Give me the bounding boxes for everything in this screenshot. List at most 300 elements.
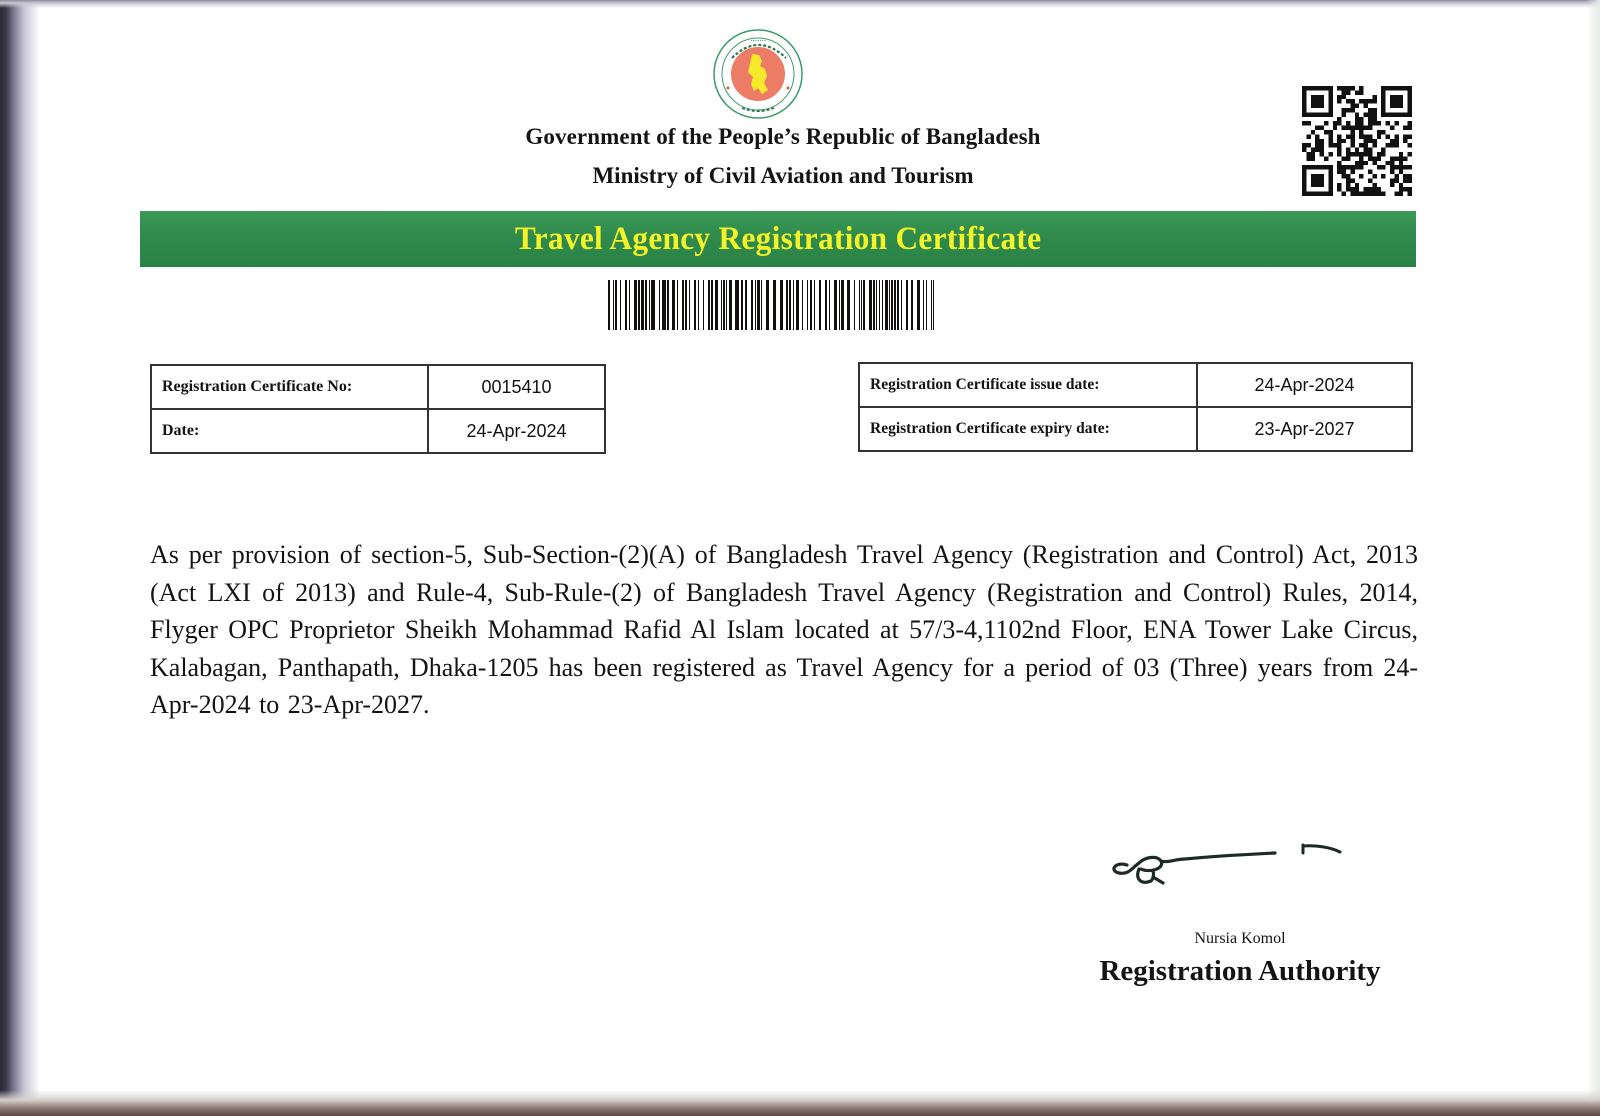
qr-module [1350, 187, 1354, 191]
qr-module [1359, 121, 1363, 125]
qr-module [1372, 192, 1376, 196]
qr-module [1355, 183, 1359, 187]
qr-module [1342, 174, 1346, 178]
qr-module [1408, 121, 1412, 125]
qr-module [1408, 152, 1412, 156]
qr-module [1337, 139, 1341, 143]
qr-module [1333, 121, 1337, 125]
qr-module [1368, 156, 1372, 160]
qr-module [1368, 192, 1372, 196]
qr-module [1306, 134, 1310, 138]
qr-module [1320, 143, 1324, 147]
qr-module [1408, 134, 1412, 138]
barcode-bar [698, 280, 699, 330]
barcode-bar [726, 280, 727, 330]
qr-module [1394, 139, 1398, 143]
barcode-bar [834, 280, 837, 330]
qr-module [1394, 174, 1398, 178]
qr-module [1350, 192, 1354, 196]
date-value: 24-Apr-2024 [428, 409, 605, 453]
qr-module [1381, 130, 1385, 134]
barcode-bar [721, 280, 722, 330]
qr-module [1381, 152, 1385, 156]
qr-module [1368, 139, 1372, 143]
barcode-bar [876, 280, 877, 330]
barcode-bar [796, 280, 799, 330]
qr-module [1390, 156, 1394, 160]
barcode-bar [894, 280, 896, 330]
qr-module [1403, 126, 1407, 130]
qr-module [1372, 108, 1376, 112]
qr-module [1399, 192, 1403, 196]
qr-module [1342, 139, 1346, 143]
qr-module [1372, 143, 1376, 147]
barcode-bar [854, 280, 855, 330]
barcode-bar [825, 280, 827, 330]
barcode-bar [802, 280, 803, 330]
barcode-bar [923, 280, 924, 330]
qr-module [1315, 139, 1319, 143]
barcode-bar [861, 280, 862, 330]
qr-module [1311, 95, 1324, 108]
qr-module [1368, 187, 1372, 191]
qr-module [1359, 161, 1363, 165]
qr-module [1342, 170, 1346, 174]
barcode-bar [667, 280, 669, 330]
qr-module [1390, 95, 1403, 108]
qr-module [1315, 126, 1319, 130]
qr-module [1333, 126, 1337, 130]
scan-edge-right [1586, 0, 1600, 1116]
expiry-date-label: Registration Certificate expiry date: [859, 407, 1197, 451]
qr-module [1355, 161, 1359, 165]
qr-module [1394, 165, 1398, 169]
qr-module [1346, 152, 1350, 156]
table-row [859, 363, 1412, 407]
qr-module [1368, 99, 1372, 103]
qr-module [1320, 139, 1324, 143]
qr-module [1390, 161, 1394, 165]
qr-module [1342, 90, 1346, 94]
qr-module [1394, 156, 1398, 160]
barcode-bar [723, 280, 725, 330]
barcode-bar [638, 280, 640, 330]
barcode-bar [786, 280, 788, 330]
qr-module [1355, 112, 1359, 116]
date-label: Date: [151, 409, 428, 453]
qr-module [1302, 121, 1306, 125]
qr-module [1350, 165, 1354, 169]
qr-module [1408, 192, 1412, 196]
barcode-bar [847, 280, 850, 330]
barcode-bar [931, 280, 932, 330]
qr-module [1346, 174, 1350, 178]
qr-module [1403, 165, 1407, 169]
qr-module [1399, 161, 1403, 165]
qr-module [1350, 99, 1354, 103]
barcode-bar [641, 280, 644, 330]
qr-module [1328, 152, 1332, 156]
qr-module [1337, 183, 1341, 187]
qr-module [1337, 187, 1341, 191]
qr-module [1346, 156, 1350, 160]
qr-module [1359, 192, 1363, 196]
certificate-no-label: Registration Certificate No: [151, 365, 428, 409]
barcode-bar [735, 280, 739, 330]
qr-module [1403, 139, 1407, 143]
qr-module [1403, 187, 1407, 191]
qr-module [1337, 170, 1341, 174]
qr-module [1372, 174, 1376, 178]
qr-module [1386, 134, 1390, 138]
qr-module [1324, 121, 1328, 125]
qr-module [1372, 95, 1376, 99]
signer-title: Registration Authority [1099, 955, 1381, 987]
qr-module [1377, 121, 1381, 125]
barcode-bar [873, 280, 875, 330]
qr-module [1328, 143, 1332, 147]
qr-module [1320, 126, 1324, 130]
qr-module [1408, 187, 1412, 191]
barcode-bar [863, 280, 865, 330]
qr-module [1377, 134, 1381, 138]
qr-module [1328, 130, 1332, 134]
barcode-bar [755, 280, 756, 330]
svg-text:ᐧᐧᐧᐧᐧᐧᐧ: ᐧᐧᐧᐧᐧᐧᐧ [749, 37, 767, 47]
qr-module [1390, 183, 1394, 187]
qr-module [1355, 148, 1359, 152]
barcode-bar [715, 280, 718, 330]
qr-module [1302, 143, 1306, 147]
barcode-bar [807, 280, 808, 330]
certificate-no-value: 0015410 [428, 365, 605, 409]
qr-module [1364, 143, 1368, 147]
qr-module [1355, 126, 1359, 130]
barcode-bar [634, 280, 637, 330]
certificate-dates-table [858, 362, 1413, 452]
qr-module [1346, 165, 1350, 169]
qr-module [1355, 152, 1359, 156]
qr-module [1359, 90, 1363, 94]
barcode-bar [672, 280, 675, 330]
qr-module [1381, 165, 1385, 169]
qr-module [1364, 134, 1368, 138]
qr-module [1350, 104, 1354, 108]
qr-module [1386, 143, 1390, 147]
barcode-bar [829, 280, 830, 330]
qr-module [1355, 90, 1359, 94]
qr-module [1337, 134, 1341, 138]
qr-module [1346, 121, 1350, 125]
qr-module [1364, 139, 1368, 143]
barcode-bar [625, 280, 627, 330]
qr-module [1337, 152, 1341, 156]
qr-module [1324, 130, 1328, 134]
qr-module [1394, 121, 1398, 125]
qr-module [1399, 152, 1403, 156]
scan-edge-bottom [0, 1090, 1600, 1116]
qr-module [1320, 148, 1324, 152]
barcode-bar [926, 280, 927, 330]
qr-module [1377, 156, 1381, 160]
qr-module [1337, 143, 1341, 147]
qr-module [1390, 139, 1394, 143]
barcode-bar [689, 280, 690, 330]
table-row [859, 407, 1412, 451]
qr-module [1359, 152, 1363, 156]
barcode-bar [757, 280, 760, 330]
qr-module [1337, 95, 1341, 99]
ministry-title: Ministry of Civil Aviation and Tourism [592, 163, 974, 188]
barcode-bar [773, 280, 776, 330]
certificate-title-banner [140, 211, 1416, 267]
barcode-bar [751, 280, 753, 330]
qr-module [1390, 143, 1394, 147]
qr-module [1311, 156, 1315, 160]
barcode-icon [608, 280, 938, 330]
qr-module [1346, 134, 1350, 138]
government-title: Government of the People’s Republic of Bangladesh [525, 124, 1041, 149]
qr-module [1372, 187, 1376, 191]
signer-name: Nursia Komol [1194, 930, 1286, 947]
qr-module [1368, 117, 1372, 121]
qr-module [1368, 121, 1372, 125]
qr-module [1372, 112, 1376, 116]
qr-module [1346, 90, 1350, 94]
qr-module [1346, 86, 1350, 90]
barcode-bar [645, 280, 647, 330]
qr-module [1408, 165, 1412, 169]
qr-module [1408, 174, 1412, 178]
qr-module [1364, 187, 1368, 191]
qr-module [1346, 178, 1350, 182]
barcode-bar [906, 280, 908, 330]
qr-module [1368, 126, 1372, 130]
government-emblem-icon [712, 28, 804, 120]
barcode-bar [917, 280, 920, 330]
qr-module [1333, 143, 1337, 147]
barcode-bar [613, 280, 614, 330]
qr-module [1364, 161, 1368, 165]
qr-module [1337, 148, 1341, 152]
qr-module [1377, 165, 1381, 169]
qr-module [1364, 104, 1368, 108]
qr-module [1364, 148, 1368, 152]
barcode-bar [620, 280, 621, 330]
barcode-bar [789, 280, 791, 330]
qr-module [1408, 126, 1412, 130]
qr-module [1350, 130, 1354, 134]
qr-module [1350, 152, 1354, 156]
qr-module [1368, 112, 1372, 116]
qr-module [1399, 165, 1403, 169]
qr-module [1368, 134, 1372, 138]
qr-module [1355, 165, 1359, 169]
qr-module [1350, 86, 1354, 90]
qr-module [1372, 99, 1376, 103]
barcode-bar [629, 280, 630, 330]
qr-module [1359, 143, 1363, 147]
qr-module [1355, 187, 1359, 191]
qr-module [1342, 108, 1346, 112]
qr-module [1350, 178, 1354, 182]
qr-module [1399, 170, 1403, 174]
barcode-bar [694, 280, 696, 330]
qr-module [1355, 192, 1359, 196]
scan-edge-top [0, 0, 1600, 8]
qr-module [1377, 130, 1381, 134]
barcode-bar [651, 280, 655, 330]
barcode-bar [682, 280, 684, 330]
barcode-bar [793, 280, 794, 330]
qr-module [1359, 174, 1363, 178]
qr-module [1399, 156, 1403, 160]
table-row [151, 365, 605, 409]
qr-module [1346, 187, 1350, 191]
qr-module [1377, 152, 1381, 156]
barcode-bar [766, 280, 769, 330]
qr-module [1342, 95, 1346, 99]
qr-module [1315, 134, 1319, 138]
barcode-bar [897, 280, 899, 330]
qr-module [1359, 86, 1363, 90]
qr-module [1342, 112, 1346, 116]
qr-module [1368, 152, 1372, 156]
barcode-bar [901, 280, 902, 330]
qr-module [1315, 148, 1319, 152]
barcode-bar [841, 280, 844, 330]
barcode-bar [745, 280, 747, 330]
barcode-bar [659, 280, 660, 330]
qr-module [1381, 174, 1385, 178]
qr-module [1337, 165, 1341, 169]
qr-module [1372, 183, 1376, 187]
qr-module [1403, 178, 1407, 182]
qr-module [1399, 183, 1403, 187]
qr-module [1364, 126, 1368, 130]
qr-module [1368, 148, 1372, 152]
qr-module [1311, 130, 1315, 134]
barcode-bar [649, 280, 650, 330]
barcode-bar [662, 280, 666, 330]
qr-module [1364, 99, 1368, 103]
qr-module [1328, 139, 1332, 143]
table-row [151, 409, 605, 453]
qr-module [1381, 148, 1385, 152]
qr-module [1337, 117, 1341, 121]
barcode-bar [780, 280, 783, 330]
qr-module [1408, 143, 1412, 147]
qr-module [1311, 174, 1324, 187]
qr-module [1372, 117, 1376, 121]
barcode-bar [608, 280, 610, 330]
qr-module [1342, 156, 1346, 160]
qr-module [1346, 183, 1350, 187]
qr-module [1350, 170, 1354, 174]
qr-module [1302, 148, 1306, 152]
barcode-bar [933, 280, 934, 330]
barcode-bar [869, 280, 872, 330]
qr-module [1359, 99, 1363, 103]
issue-date-value: 24-Apr-2024 [1197, 363, 1412, 407]
qr-module [1368, 108, 1372, 112]
qr-module [1399, 187, 1403, 191]
qr-module [1342, 165, 1346, 169]
qr-module [1403, 156, 1407, 160]
barcode-bar [810, 280, 812, 330]
issue-date-label: Registration Certificate issue date: [859, 363, 1197, 407]
qr-module [1364, 112, 1368, 116]
barcode-bar [839, 280, 840, 330]
qr-module [1350, 134, 1354, 138]
barcode-bar [761, 280, 762, 330]
barcode-bar [677, 280, 678, 330]
qr-module [1394, 143, 1398, 147]
qr-module [1320, 152, 1324, 156]
qr-module [1359, 156, 1363, 160]
qr-module [1372, 139, 1376, 143]
qr-module [1394, 178, 1398, 182]
qr-module [1368, 178, 1372, 182]
qr-module [1359, 117, 1363, 121]
barcode-bar [703, 280, 704, 330]
qr-module [1390, 165, 1394, 169]
expiry-date-value: 23-Apr-2027 [1197, 407, 1412, 451]
qr-module [1364, 152, 1368, 156]
qr-code-icon [1302, 86, 1412, 196]
qr-module [1311, 152, 1315, 156]
qr-module [1306, 143, 1310, 147]
qr-module [1350, 143, 1354, 147]
qr-module [1359, 165, 1363, 169]
signature-icon [1105, 843, 1375, 903]
qr-module [1355, 117, 1359, 121]
barcode-bar [615, 280, 617, 330]
certificate-body-paragraph: As per provision of section-5, Sub-Section-(2)(A) of Bangladesh Travel Agency (Registration and Control) Act, 2013 (Act LXI of 2013) and Rule-4, Sub-Rule-(2) of Bangladesh Travel Agency (Registration and Control) Rules, 2014, Flyger OPC Proprietor Sheikh Mohammad Rafid Al Islam located at 57/3-4,1102nd Floor, ENA Tower Lake Circus, Kalabagan, Panthapath, Dhaka-1205 has been registered as Travel Agency for a period of 03 (Three) years from 24-Apr-2024 to 23-Apr-2027. [150, 540, 1418, 719]
barcode-bar [729, 280, 732, 330]
certificate-number-table [150, 364, 606, 454]
qr-module [1390, 170, 1394, 174]
qr-module [1311, 148, 1315, 152]
qr-module [1315, 143, 1319, 147]
certificate-title: Travel Agency Registration Certificate [514, 220, 1042, 257]
qr-module [1372, 161, 1376, 165]
qr-module [1394, 134, 1398, 138]
qr-module [1342, 126, 1346, 130]
barcode-bar [879, 280, 880, 330]
qr-module [1306, 121, 1310, 125]
qr-module [1346, 148, 1350, 152]
qr-module [1346, 108, 1350, 112]
qr-module [1324, 156, 1328, 160]
qr-module [1337, 86, 1341, 90]
qr-module [1337, 161, 1341, 165]
barcode-bar [859, 280, 860, 330]
qr-module [1350, 139, 1354, 143]
qr-module [1359, 126, 1363, 130]
barcode-bar [685, 280, 687, 330]
barcode-bar [891, 280, 893, 330]
qr-module [1408, 178, 1412, 182]
qr-module [1386, 161, 1390, 165]
qr-module [1350, 126, 1354, 130]
qr-module [1390, 178, 1394, 182]
barcode-bar [741, 280, 743, 330]
qr-module [1342, 86, 1346, 90]
barcode-bar [911, 280, 913, 330]
qr-module [1403, 174, 1407, 178]
qr-module [1337, 121, 1341, 125]
